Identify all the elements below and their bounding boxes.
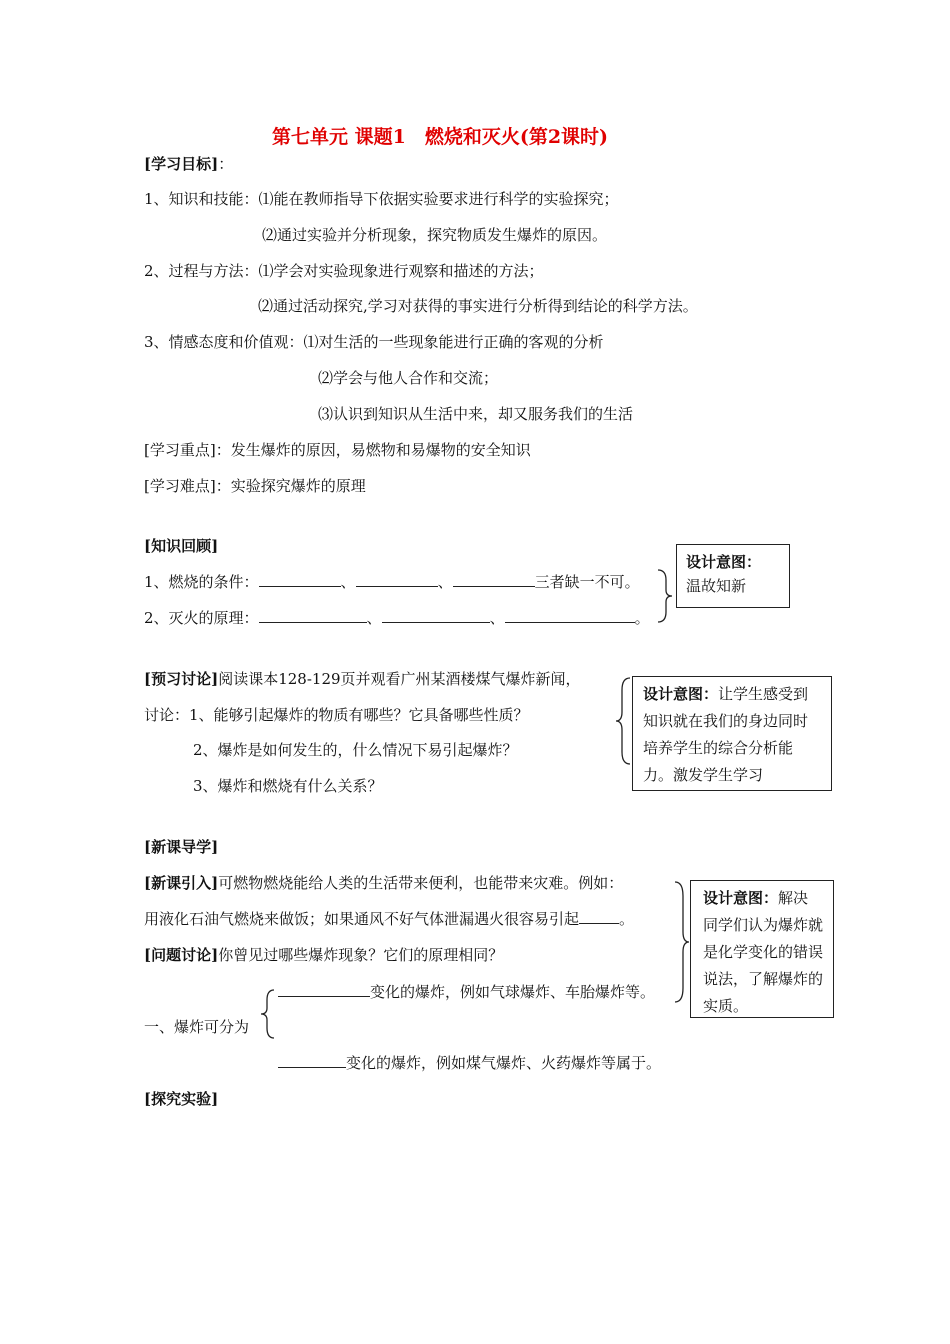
review-q1 <box>144 572 640 592</box>
design-note-content <box>643 681 821 789</box>
answer-blank[interactable] <box>259 572 341 587</box>
design-note-text: 温故知新 <box>686 577 747 595</box>
answer-blank[interactable] <box>259 608 367 623</box>
preview-heading: [预习讨论] <box>144 670 219 688</box>
preview-intro: 阅读课本128-129页并观看广州某酒楼煤气爆炸新闻， <box>218 670 581 688</box>
design-note-title: 设计意图： <box>686 553 762 571</box>
objectives-heading: [学习目标] <box>144 155 219 173</box>
design-note-text: 让学生感受到知识就在我们的身边同时培养学生的综合分析能力。激发学生学习 <box>643 685 809 784</box>
brace-icon <box>656 568 674 624</box>
answer-blank[interactable] <box>579 909 619 924</box>
review-heading: [知识回顾] <box>144 537 219 555</box>
preview-q3: 3、爆炸和燃烧有什么关系？ <box>193 777 383 795</box>
brace-icon <box>258 988 276 1040</box>
design-note-content <box>703 885 823 1018</box>
chemical-explosion-line <box>278 1053 661 1073</box>
new-lesson-intro-label: [新课引入] <box>144 874 219 892</box>
chemical-explosion-text: 变化的爆炸，例如煤气爆炸、火药爆炸等属于。 <box>346 1054 662 1072</box>
answer-blank[interactable] <box>356 572 438 587</box>
review-q2-end: 。 <box>634 609 650 627</box>
objective-2-b: ⑵通过活动探究,学习对获得的事实进行分析得到结论的科学方法。 <box>258 297 698 315</box>
design-note-title: 设计意图： <box>703 889 779 907</box>
review-q1-sep: 、 <box>340 573 356 591</box>
experiment-heading: [探究实验] <box>144 1090 219 1108</box>
new-lesson-intro-line-2 <box>144 909 634 929</box>
answer-blank[interactable] <box>278 1053 346 1068</box>
new-lesson-intro-line <box>144 873 623 893</box>
objective-1-b: ⑵通过实验并分析现象，探究物质发生爆炸的原因。 <box>262 226 608 244</box>
brace-icon <box>672 880 690 1004</box>
design-note-text: 解决同学们认为爆炸就是化学变化的错误说法，了解爆炸的实质。 <box>703 889 824 1015</box>
review-q1-sep: 、 <box>437 573 453 591</box>
objective-2-a: 2、过程与方法：⑴学会对实验现象进行观察和描述的方法； <box>144 262 544 280</box>
explosion-classify: 一、爆炸可分为 <box>144 1018 250 1036</box>
physical-explosion-text: 变化的爆炸，例如气球爆炸、车胎爆炸等。 <box>370 983 656 1001</box>
design-note-review <box>676 544 790 608</box>
new-lesson-intro-text-2: 用液化石油气燃烧来做饭；如果通风不好气体泄漏遇火很容易引起 <box>144 910 580 928</box>
objectives-heading-line <box>144 154 233 174</box>
difficult-point: [学习难点]：实验探究爆炸的原理 <box>144 477 366 495</box>
preview-q2: 2、爆炸是如何发生的，什么情况下易引起爆炸？ <box>193 741 518 759</box>
physical-explosion-line <box>278 982 655 1002</box>
objectives-colon: ： <box>218 155 234 173</box>
page-title: 第七单元 课题1 燃烧和灭火(第2课时) <box>272 126 609 148</box>
answer-blank[interactable] <box>453 572 535 587</box>
design-note-preview <box>632 676 832 791</box>
objective-3-a: 3、情感态度和价值观：⑴对生活的一些现象能进行正确的客观的分析 <box>144 333 604 351</box>
answer-blank[interactable] <box>382 608 490 623</box>
new-lesson-heading: [新课导学] <box>144 838 219 856</box>
design-note-new-lesson <box>690 880 834 1018</box>
key-point: [学习重点]：发生爆炸的原因，易燃物和易爆物的安全知识 <box>144 441 531 459</box>
review-q2 <box>144 608 650 628</box>
preview-q1: 讨论：1、能够引起爆炸的物质有哪些？它具备哪些性质？ <box>144 706 529 724</box>
question-text: 你曾见过哪些爆炸现象？它们的原理相同？ <box>218 946 504 964</box>
answer-blank[interactable] <box>505 608 635 623</box>
objective-3-c: ⑶认识到知识从生活中来，却又服务我们的生活 <box>318 405 634 423</box>
question-line <box>144 945 503 965</box>
review-q2-sep: 、 <box>489 609 505 627</box>
brace-icon <box>614 676 632 766</box>
new-lesson-intro-end: 。 <box>619 910 635 928</box>
review-q2-sep: 、 <box>366 609 382 627</box>
objective-3-b: ⑵学会与他人合作和交流； <box>318 369 499 387</box>
review-q1-end: 三者缺一不可。 <box>534 573 640 591</box>
preview-intro-line <box>144 669 581 689</box>
answer-blank[interactable] <box>278 982 370 997</box>
review-q2-label: 2、灭火的原理： <box>144 609 259 627</box>
design-note-title: 设计意图： <box>643 685 719 703</box>
objective-1-a: 1、知识和技能：⑴能在教师指导下依据实验要求进行科学的实验探究； <box>144 190 619 208</box>
question-label: [问题讨论] <box>144 946 219 964</box>
new-lesson-intro-text: 可燃物燃烧能给人类的生活带来便利，也能带来灾难。例如： <box>218 874 624 892</box>
review-q1-label: 1、燃烧的条件： <box>144 573 259 591</box>
